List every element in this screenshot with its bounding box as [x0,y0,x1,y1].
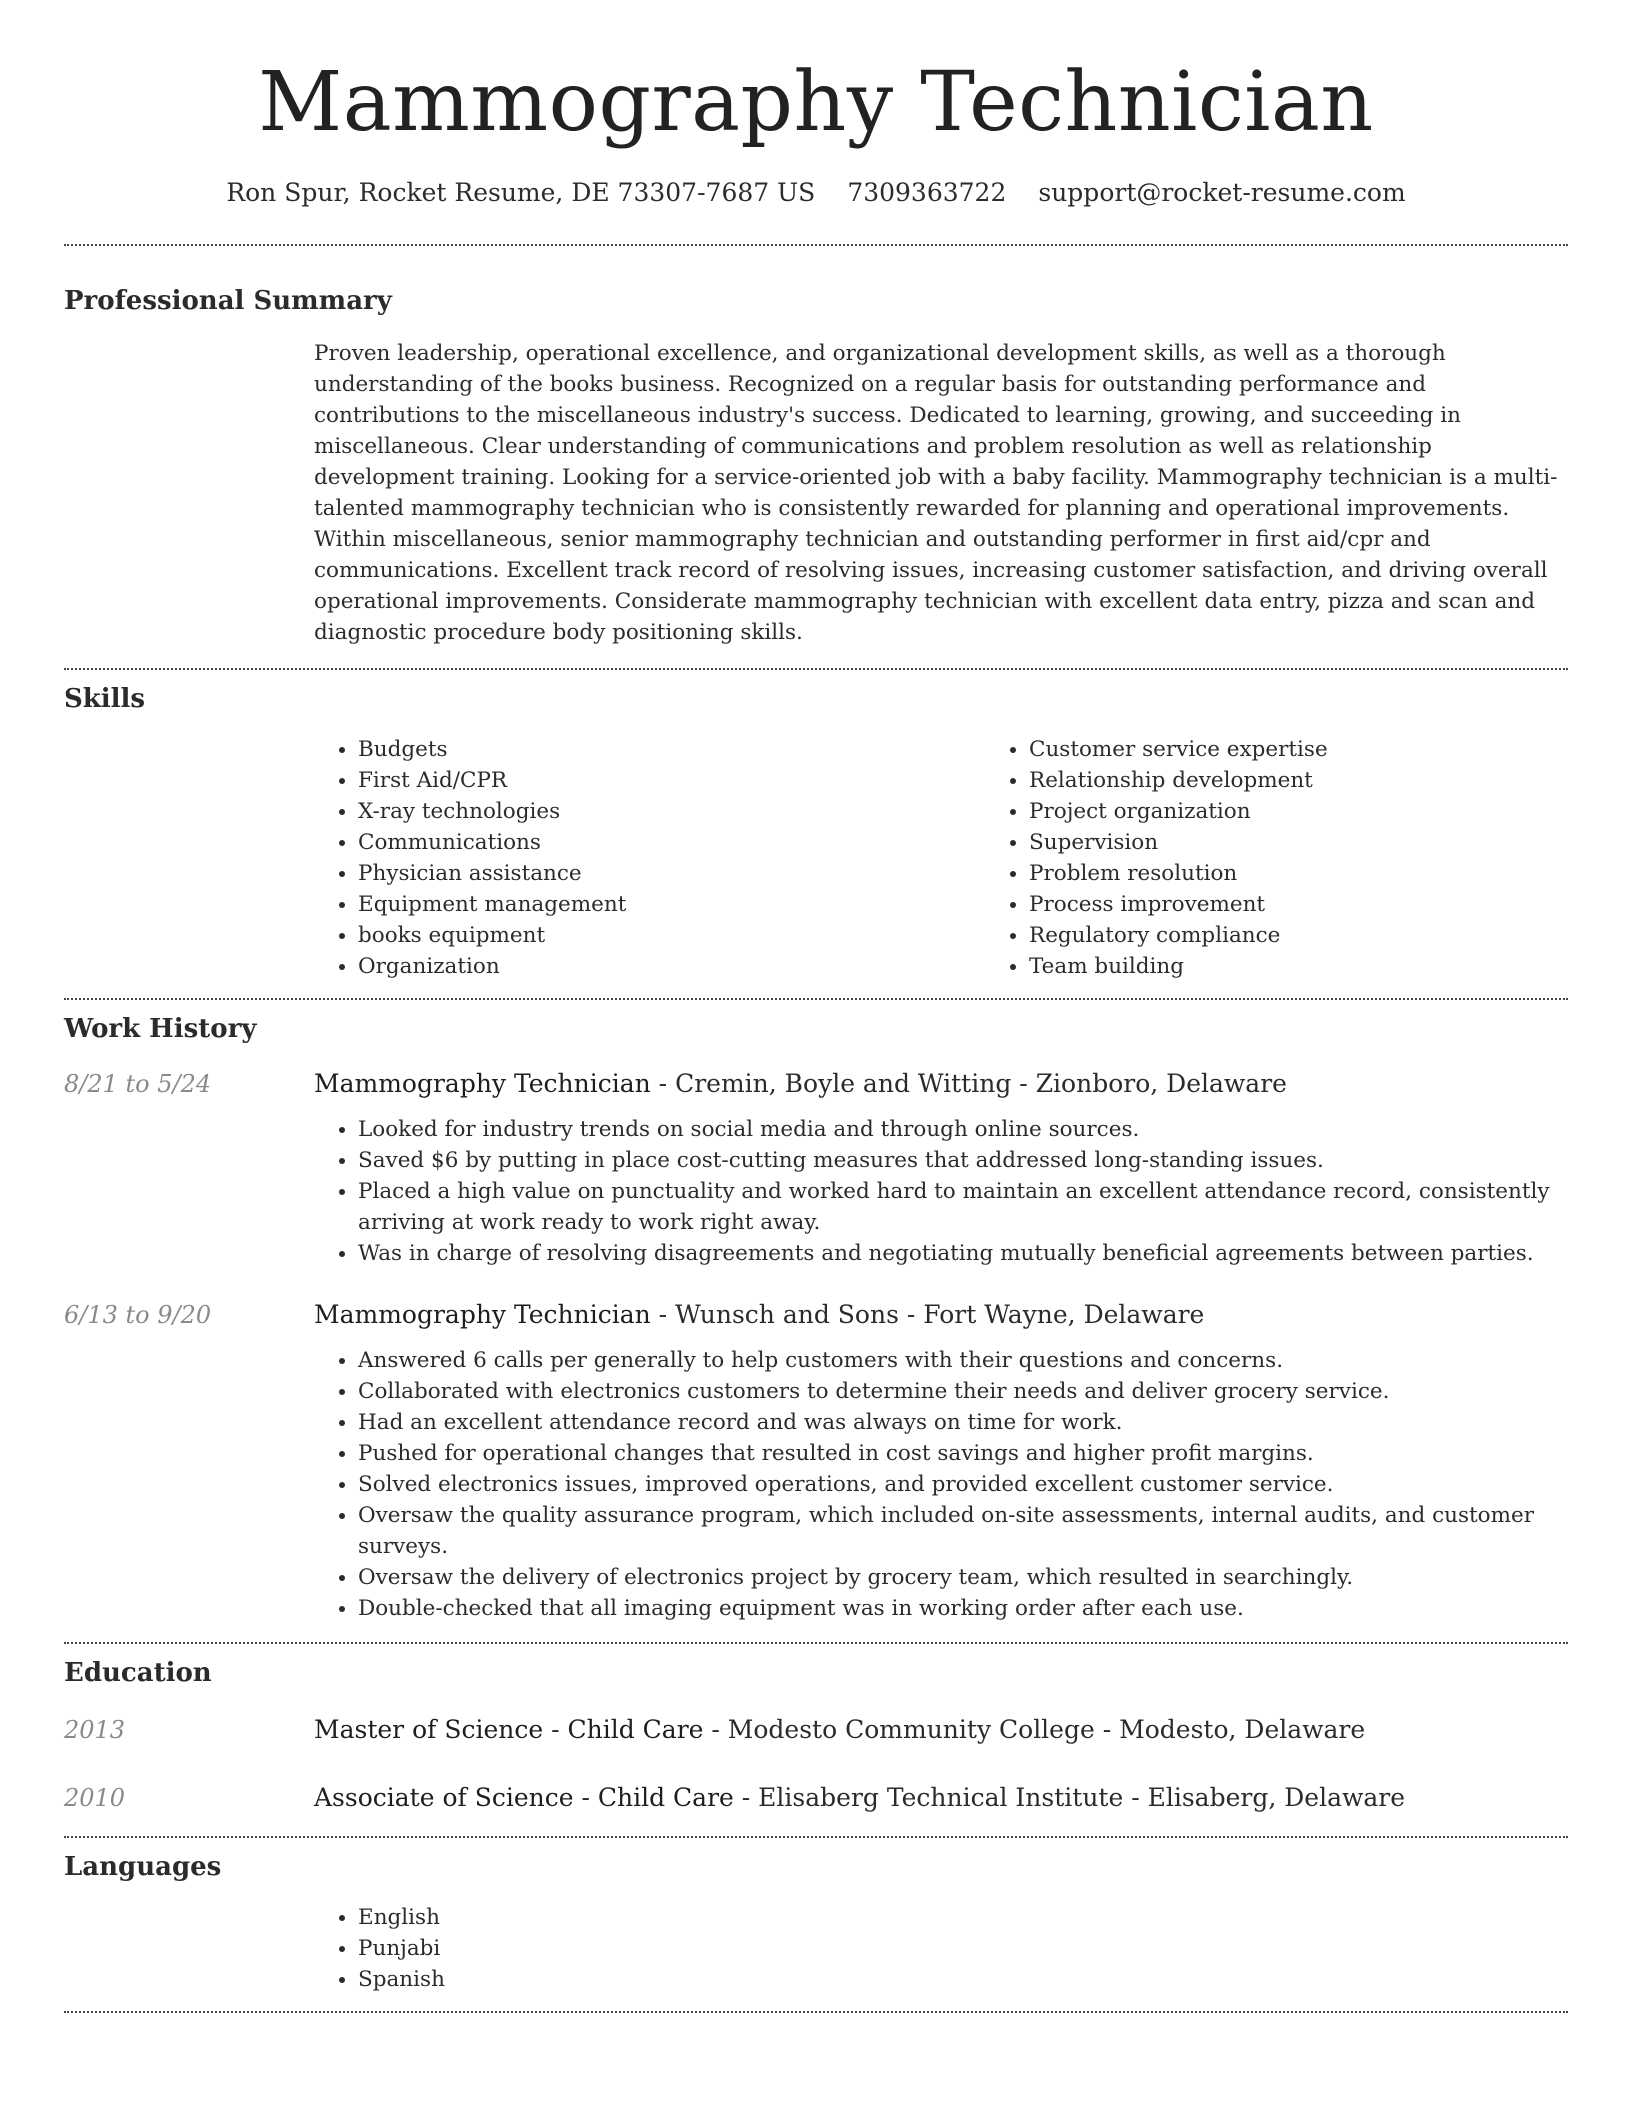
skill-item: • Problem resolution [1029,858,1632,889]
skill-item: • Process improvement [1029,889,1632,920]
job-position: Mammography Technician [314,1069,651,1098]
summary-section [64,246,1568,648]
skill-item: • Customer service expertise [1029,734,1632,765]
language-item: • Punjabi [358,1933,1568,1964]
job-bullet: • Collaborated with electronics customers to determine their needs and deliver grocery service. [358,1376,1568,1407]
work-history-section [64,1000,1568,1624]
job-bullet: • Pushed for operational changes that resulted in cost savings and higher profit margins. [358,1438,1568,1469]
job-bullet: • Placed a high value on punctuality and worked hard to maintain an excellent attendance record, consistently arriving at work ready to work right away. [358,1176,1568,1238]
skill-item: • Project organization [1029,796,1632,827]
language-item: • Spanish [358,1964,1568,1995]
language-item: • English [358,1902,1568,1933]
job-bullet: • Had an excellent attendance record and was always on time for work. [358,1407,1568,1438]
skills-section [64,670,1568,982]
skill-item: • Equipment management [358,889,985,920]
summary-text: Proven leadership, operational excellence, and organizational development skills, as well as a thorough understanding of the books business. Recognized on a regular basis for outstanding performance and contributions to the miscellaneous industry's success. Dedicated to learning, growing, and succeeding in miscellaneous. Clear understanding of communications and problem resolution as well as relationship development training. Looking for a service-oriented job with a baby facility. Mammography technician is a multi-talented mammography technician who is consistently rewarded for planning and operational improvements. Within miscellaneous, senior mammography technician and outstanding performer in first aid/cpr and communications. Excellent track record of resolving issues, increasing customer satisfaction, and driving overall operational improvements. Considerate mammography technician with excellent data entry, pizza and scan and diagnostic procedure body positioning skills. [314,341,1558,645]
job-employer: Wunsch and Sons [675,1300,899,1329]
skill-item: • Communications [358,827,985,858]
job-bullets [314,1345,1568,1624]
job-bullets [314,1114,1568,1269]
job-bullet: • Was in charge of resolving disagreements and negotiating mutually beneficial agreements between parties. [358,1238,1568,1269]
skills-column-left [314,734,985,982]
job-bullet: • Solved electronics issues, improved operations, and provided excellent customer service. [358,1469,1568,1500]
job-bullet: • Oversaw the delivery of electronics project by grocery team, which resulted in searchingly. [358,1562,1568,1593]
education-entry [64,1782,1568,1814]
job-bullet: • Saved $6 by putting in place cost-cutting measures that addressed long-standing issues. [358,1145,1568,1176]
skill-item: • X-ray technologies [358,796,985,827]
resume-header [64,0,1568,210]
job-location: Fort Wayne, Delaware [923,1300,1205,1329]
job-bullet: • Double-checked that all imaging equipment was in working order after each use. [358,1593,1568,1624]
education-field: Child Care [597,1783,734,1812]
job-heading: Mammography Technician - Wunsch and Sons - Fort Wayne, Delaware [314,1300,1205,1329]
section-divider [64,2011,1568,2013]
contact-address: Ron Spur, Rocket Resume, DE 73307-7687 US [226,178,816,207]
job-location: Zionboro, Delaware [1035,1069,1287,1098]
job-heading: Mammography Technician - Cremin, Boyle and Witting - Zionboro, Delaware [314,1069,1287,1098]
languages-section [64,1838,1568,1995]
skill-item: • Regulatory compliance [1029,920,1632,951]
skill-item: • First Aid/CPR [358,765,985,796]
contact-email: support@rocket-resume.com [1038,178,1406,207]
education-heading: Associate of Science - Child Care - Elisaberg Technical Institute - Elisaberg, Delaware [314,1783,1406,1812]
education-school: Elisaberg Technical Institute [758,1783,1124,1812]
education-degree: Associate of Science [314,1783,574,1812]
education-year: 2013 [64,1716,126,1744]
contact-phone: 7309363722 [847,178,1007,207]
section-title-summary: Professional Summary [64,286,392,316]
education-heading: Master of Science - Child Care - Modesto Community College - Modesto, Delaware [314,1715,1366,1744]
skill-item: • Supervision [1029,827,1632,858]
contact-line [64,176,1568,210]
education-location: Modesto, Delaware [1119,1715,1366,1744]
education-degree: Master of Science [314,1715,544,1744]
resume-title: Mammography Technician [258,55,1374,150]
skills-list [314,734,1568,982]
skill-item: • Organization [358,951,985,982]
job-dates: 6/13 to 9/20 [64,1301,212,1329]
job-entry [64,1299,1568,1624]
skill-item: • Team building [1029,951,1632,982]
skill-item: • books equipment [358,920,985,951]
job-bullet: • Looked for industry trends on social media and through online sources. [358,1114,1568,1145]
languages-list [314,1902,1568,1995]
job-entry [64,1068,1568,1269]
education-school: Modesto Community College [727,1715,1095,1744]
section-title-education: Education [64,1658,212,1688]
education-year: 2010 [64,1784,126,1812]
job-bullet: • Oversaw the quality assurance program, which included on-site assessments, internal audits, and customer surveys. [358,1500,1568,1562]
section-title-skills: Skills [64,684,146,714]
job-dates: 8/21 to 5/24 [64,1070,212,1098]
section-title-languages: Languages [64,1852,222,1882]
skill-item: • Physician assistance [358,858,985,889]
job-position: Mammography Technician [314,1300,651,1329]
education-field: Child Care [567,1715,704,1744]
skill-item: • Budgets [358,734,985,765]
education-section [64,1644,1568,1814]
job-employer: Cremin, Boyle and Witting [675,1069,1012,1098]
skills-column-right [985,734,1632,982]
job-bullet: • Answered 6 calls per generally to help customers with their questions and concerns. [358,1345,1568,1376]
skill-item: • Relationship development [1029,765,1632,796]
education-entry [64,1714,1568,1746]
section-title-work: Work History [64,1014,257,1044]
education-location: Elisaberg, Delaware [1147,1783,1406,1812]
